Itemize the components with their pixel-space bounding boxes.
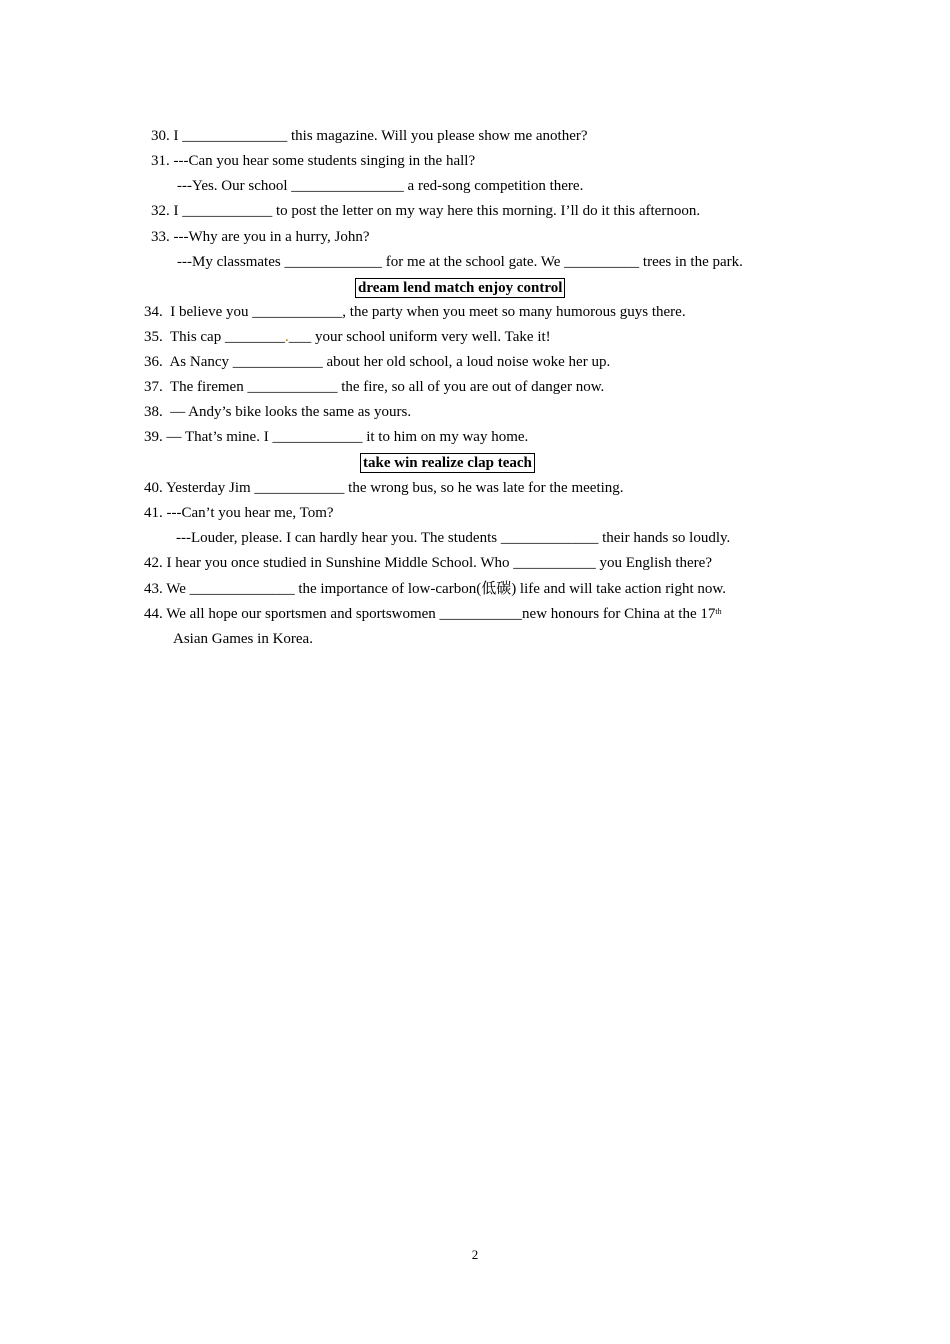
question-text: I hear you once studied in Sunshine Middle School. Who ___________ you English there? <box>166 555 712 571</box>
question-text: — That’s mine. I ____________ it to him on my way home. <box>166 429 529 445</box>
question-41 <box>144 503 334 523</box>
question-number: 33. <box>151 229 170 245</box>
question-40 <box>144 478 624 498</box>
question-number: 31. <box>151 153 170 169</box>
question-31 <box>151 151 475 171</box>
question-number: 43. <box>144 581 163 597</box>
question-44 <box>144 604 722 624</box>
question-31-continuation: ---Yes. Our school _______________ a red-song competition there. <box>177 178 584 194</box>
question-number: 44. <box>144 606 163 622</box>
question-text: I believe you ____________, the party when you meet so many humorous guys there. <box>170 304 686 320</box>
stray-mark: . <box>284 329 289 345</box>
question-number: 30. <box>151 128 170 144</box>
question-33 <box>151 227 370 247</box>
question-number: 36. <box>144 354 163 370</box>
question-43 <box>144 579 726 599</box>
question-text: Yesterday Jim ____________ the wrong bus, so he was late for the meeting. <box>165 480 624 496</box>
question-text: — Andy’s bike looks the same as yours. <box>170 404 412 420</box>
question-39 <box>144 427 528 447</box>
question-number: 40. <box>144 480 163 496</box>
question-text: As Nancy ____________ about her old school, a loud noise woke her up. <box>169 354 611 370</box>
word-box-1: dream lend match enjoy control <box>355 278 565 298</box>
question-number: 41. <box>144 505 163 521</box>
question-35 <box>144 327 551 347</box>
question-34 <box>144 302 686 322</box>
question-text: ---Why are you in a hurry, John? <box>173 229 370 245</box>
question-37 <box>144 377 604 397</box>
question-32 <box>151 201 700 221</box>
question-text: We ______________ the importance of low-carbon(低碳) life and will take action right now. <box>166 581 726 597</box>
question-text: ---Can’t you hear me, Tom? <box>166 505 334 521</box>
question-number: 42. <box>144 555 163 571</box>
question-number: 34. <box>144 304 163 320</box>
question-30 <box>151 126 588 146</box>
question-44-continuation: Asian Games in Korea. <box>173 631 313 647</box>
page-number: 2 <box>471 1247 479 1262</box>
question-text: ---Can you hear some students singing in the hall? <box>173 153 476 169</box>
question-42 <box>144 553 712 573</box>
question-38 <box>144 402 411 422</box>
ordinal-suffix: th <box>715 607 722 616</box>
question-text-part-a: This cap ________ <box>169 329 285 345</box>
question-number: 35. <box>144 329 163 345</box>
question-number: 39. <box>144 429 163 445</box>
question-text: We all hope our sportsmen and sportswomen ___________new honours for China at the 17 <box>166 606 716 622</box>
question-text-part-b: ___ your school uniform very well. Take it! <box>288 329 551 345</box>
word-box-2: take win realize clap teach <box>360 453 535 473</box>
question-text: I ______________ this magazine. Will you please show me another? <box>173 128 588 144</box>
question-text: The firemen ____________ the fire, so all of you are out of danger now. <box>169 379 605 395</box>
question-33-continuation: ---My classmates _____________ for me at the school gate. We __________ trees in the park. <box>177 254 743 270</box>
question-36 <box>144 352 610 372</box>
question-number: 37. <box>144 379 163 395</box>
question-number: 38. <box>144 404 163 420</box>
question-text: I ____________ to post the letter on my way here this morning. I’ll do it this afternoon. <box>173 203 701 219</box>
question-number: 32. <box>151 203 170 219</box>
question-41-continuation: ---Louder, please. I can hardly hear you. The students _____________ their hands so loudly. <box>176 530 731 546</box>
